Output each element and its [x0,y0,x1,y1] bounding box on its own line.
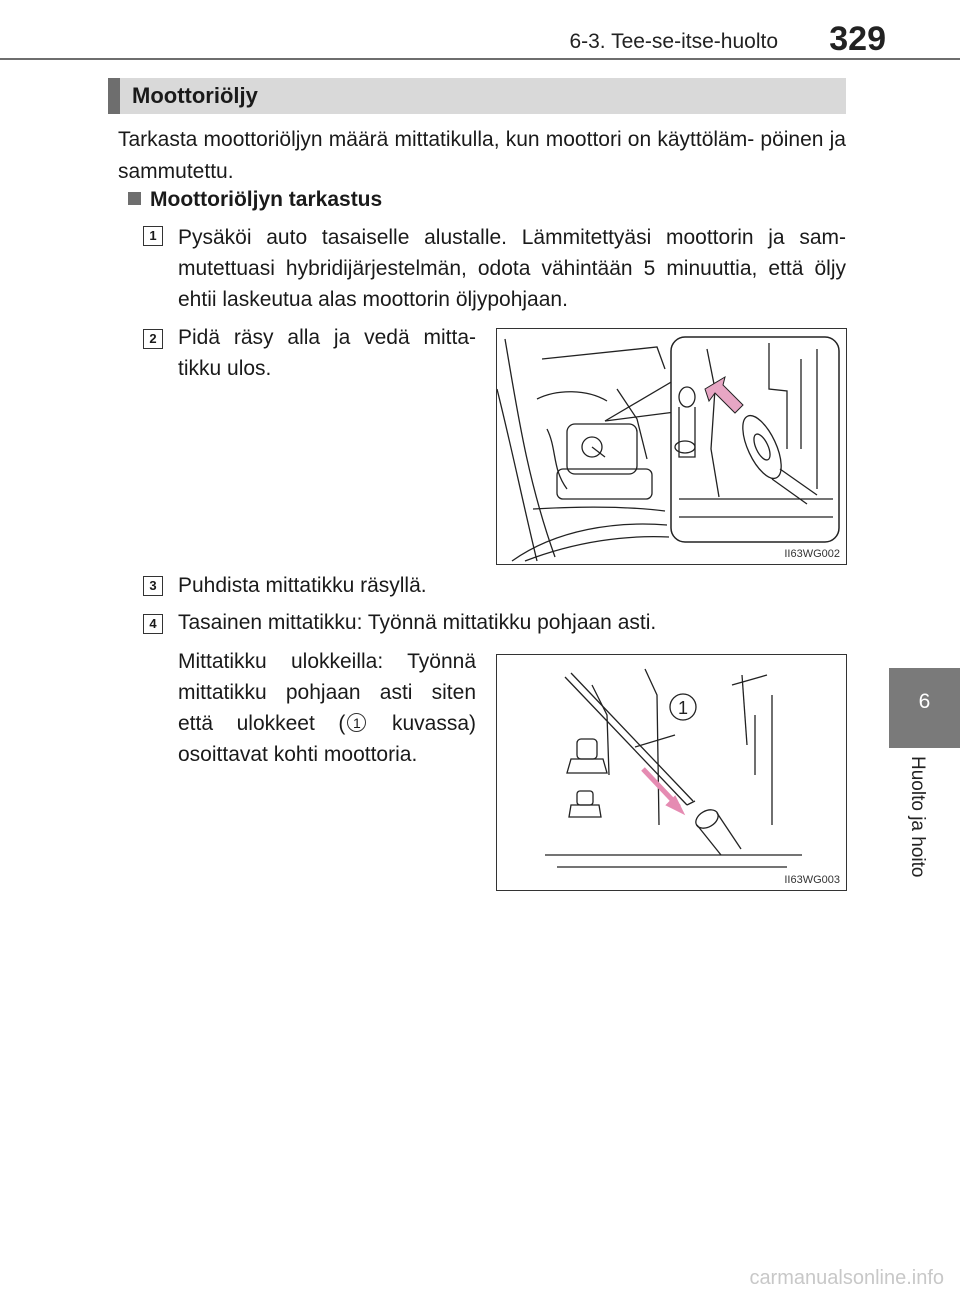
step-text-1: Pysäköi auto tasaiselle alustalle. Lämmitettyäsi moottorin ja sam- mutettuasi hybridijärjestelmän, odota vähintään 5 minuuttia, että öljy ehtii laskeutua alas moottorin öljypohjaan. [178,226,846,311]
dipstick-illustration [497,655,846,890]
engine-bay-illustration [497,329,846,564]
step-number-4: 4 [143,614,163,634]
chapter-number: 6 [918,690,931,713]
subheading-text: Moottoriöljyn tarkastus [150,188,383,211]
watermark: carmanualsonline.info [749,1267,944,1289]
chapter-title: Huolto ja hoito [907,756,928,878]
callout-marker-inline: 1 [347,713,366,732]
step-number-3: 3 [143,576,163,596]
figure-callout-1: 1 [677,698,689,718]
figure-engine-bay [496,328,847,565]
header-rule [0,58,960,60]
square-bullet-icon [128,192,141,205]
step-number-1: 1 [143,226,163,246]
page-number: 329 [829,20,886,58]
chapter-tab [889,668,960,748]
step-text-2: Pidä räsy alla ja vedä mitta- tikku ulos. [178,326,476,380]
subheading [128,188,382,212]
step-4-note-end: kuvassa) osoittavat kohti moottoria. [178,712,476,766]
figure-code: II63WG002 [784,548,840,560]
step-text-4: Tasainen mittatikku: Työnnä mittatikku pohjaan asti. [178,611,657,634]
step-4-note-start: Mittatikku ulokkeilla: Työnnä mittatikku pohjaan asti siten että ulokkeet ( [178,650,476,735]
header-section-title: 6-3. Tee-se-itse-huolto [569,30,778,53]
section-title-bar [108,78,846,114]
figure-dipstick-insert [496,654,847,891]
intro-paragraph: Tarkasta moottoriöljyn määrä mittatikulla, kun moottori on käyttöläm- pöinen ja sammutettu. [118,128,846,183]
step-number-2: 2 [143,329,163,349]
step-4-dipstick-note [178,646,476,770]
section-title: Moottoriöljy [132,83,258,108]
step-text-3: Puhdista mittatikku räsyllä. [178,574,427,597]
figure-code: II63WG003 [784,874,840,886]
